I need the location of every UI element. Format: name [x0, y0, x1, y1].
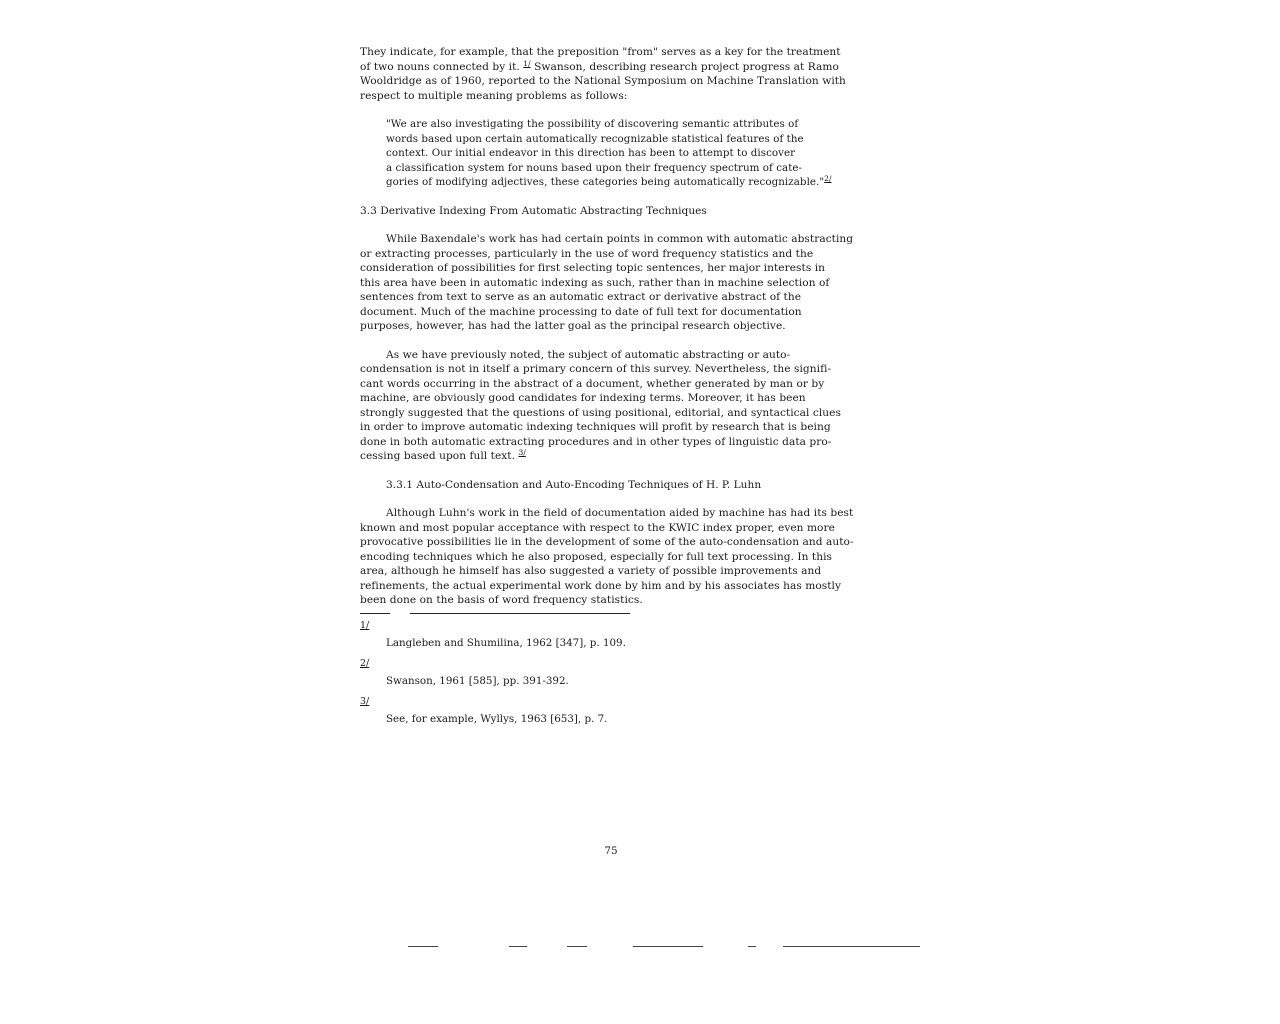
- text-line: done in both automatic extracting procedures and in other types of linguistic data pro-: [360, 435, 832, 448]
- intro-paragraph: [360, 45, 876, 103]
- text-line: purposes, however, has had the latter goal as the principal research objective.: [360, 320, 786, 332]
- text-line: While Baxendale's work has had certain points in common with automatic abstracting: [386, 233, 854, 245]
- scan-artifact-line: [567, 946, 587, 947]
- section-heading: 3.3 Derivative Indexing From Automatic Abstracting Techniques: [360, 204, 707, 217]
- footnote-marker: 1/: [360, 619, 370, 631]
- scan-artifact-line: [748, 946, 756, 947]
- text-line: or extracting processes, particularly in the use of word frequency statistics and the: [360, 247, 814, 260]
- text-line: cant words occurring in the abstract of a document, whether generated by man or by: [360, 377, 825, 390]
- text-line: respect to multiple meaning problems as follows:: [360, 89, 628, 102]
- text-line: provocative possibilities lie in the development of some of the auto-condensation and auto-: [360, 536, 854, 548]
- footnotes: [360, 620, 876, 726]
- text-line: encoding techniques which he also proposed, especially for full text processing. In this: [360, 550, 833, 563]
- footnote-item: [360, 658, 876, 688]
- text-line: area, although he himself has also suggested a variety of possible improvements and: [360, 565, 822, 577]
- block-quote: [386, 117, 876, 190]
- text-line: strongly suggested that the questions of using positional, editorial, and syntactical clues: [360, 406, 841, 419]
- text-line: refinements, the actual experimental work done by him and by his associates has mostly: [360, 579, 842, 592]
- separator-segment: [360, 613, 390, 614]
- text-line: [360, 60, 876, 75]
- text-line: context. Our initial endeavor in this direction has been to attempt to discover: [386, 147, 796, 159]
- footnote-marker: 3/: [360, 695, 370, 707]
- footnote-reference: 2/: [824, 174, 832, 183]
- text-line: consideration of possibilities for first selecting topic sentences, her major interests in: [360, 262, 826, 274]
- text-fragment: gories of modifying adjectives, these categories being automatically recognizable.": [386, 176, 825, 188]
- footnote-text: Langleben and Shumilina, 1962 [347], p. 109.: [386, 636, 626, 649]
- text-line: Wooldridge as of 1960, reported to the National Symposium on Machine Translation with: [360, 75, 846, 87]
- text-fragment: of two nouns connected by it.: [360, 60, 520, 73]
- text-line: in order to improve automatic indexing techniques will profit by research that is being: [360, 421, 831, 433]
- body-paragraph: [360, 232, 876, 334]
- text-line: "We are also investigating the possibility of discovering semantic attributes of: [386, 118, 799, 130]
- body-paragraph: [360, 348, 876, 464]
- scan-artifact-line: [509, 946, 527, 947]
- document-page: [360, 45, 876, 726]
- text-line: machine, are obviously good candidates for indexing terms. Moreover, it has been: [360, 392, 806, 404]
- text-line: words based upon certain automatically recognizable statistical features of the: [386, 132, 804, 145]
- text-line: condensation is not in itself a primary concern of this survey. Nevertheless, the signifi-: [360, 363, 832, 375]
- footnote-marker: 2/: [360, 657, 370, 669]
- text-line: They indicate, for example, that the preposition "from" serves as a key for the treatment: [360, 46, 841, 58]
- text-line: a classification system for nouns based upon their frequency spectrum of cate-: [386, 161, 803, 174]
- page-number: 75: [604, 845, 618, 857]
- text-fragment: cessing based upon full text.: [360, 450, 516, 462]
- text-fragment: Swanson, describing research project progress at Ramo: [530, 60, 839, 73]
- text-line: Although Luhn's work in the field of documentation aided by machine has had its best: [386, 507, 854, 519]
- text-line: As we have previously noted, the subject of automatic abstracting or auto-: [386, 348, 791, 361]
- footnote-text: Swanson, 1961 [585], pp. 391-392.: [386, 674, 569, 687]
- quote-paragraph: [386, 117, 876, 190]
- footnote-item: [360, 620, 876, 650]
- footnote-item: [360, 696, 876, 726]
- footnote-reference: 3/: [518, 448, 526, 457]
- footnote-reference: 1/: [523, 58, 531, 68]
- text-line: sentences from text to serve as an automatic extract or derivative abstract of the: [360, 291, 802, 303]
- scan-artifact-line: [783, 946, 920, 947]
- scan-artifact-line: [408, 946, 438, 947]
- scan-artifact-line: [633, 946, 703, 947]
- text-line: [386, 175, 876, 190]
- footnote-text: See, for example, Wyllys, 1963 [653], p. 7.: [386, 712, 608, 725]
- text-line: been done on the basis of word frequency statistics.: [360, 594, 643, 606]
- text-line: [360, 449, 876, 464]
- text-line: document. Much of the machine processing to date of full text for documentation: [360, 305, 802, 318]
- subsection-heading: 3.3.1 Auto-Condensation and Auto-Encoding Techniques of H. P. Luhn: [386, 478, 762, 491]
- text-line: known and most popular acceptance with respect to the KWIC index proper, even more: [360, 521, 835, 534]
- footnote-separator: [360, 610, 876, 618]
- body-paragraph: [360, 506, 876, 608]
- text-line: this area have been in automatic indexing as such, rather than in machine selection of: [360, 276, 830, 289]
- separator-segment: [410, 613, 630, 614]
